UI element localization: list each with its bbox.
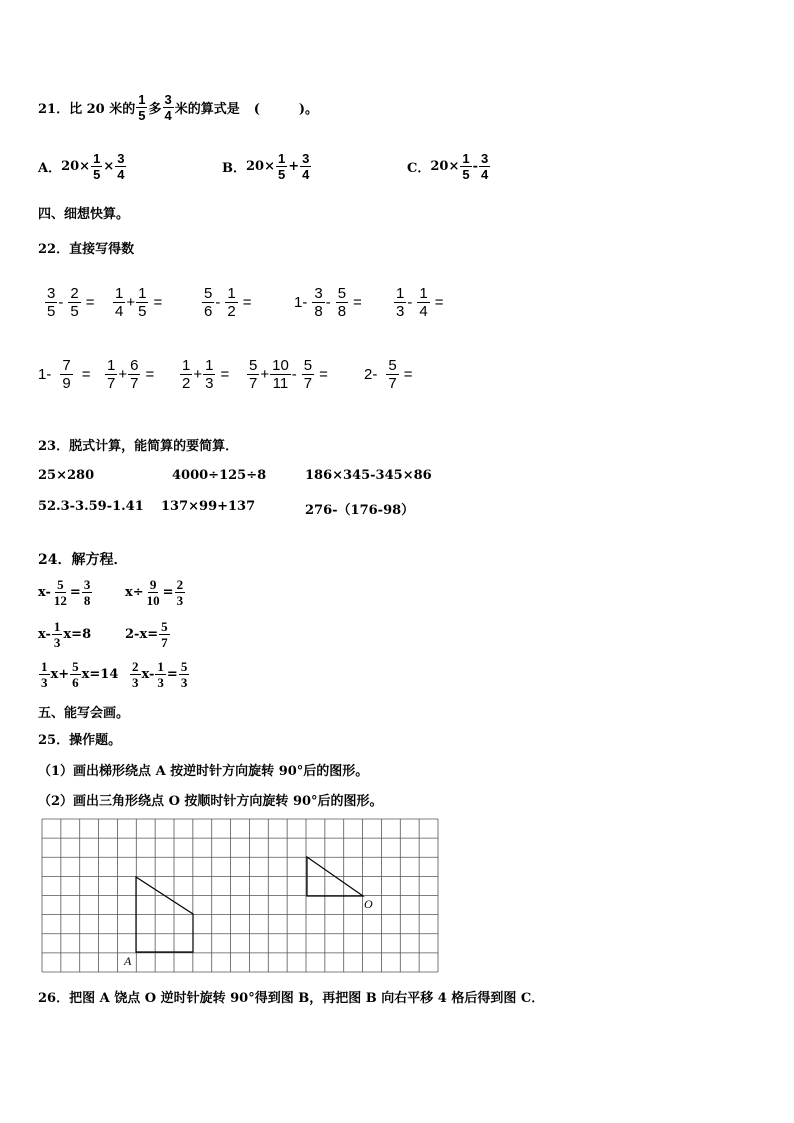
q26-text: 26．把图 A 饶点 O 逆时针旋转 90°得到图 B，再把图 B 向右平移 4 格后得到图 C． [38,991,545,1006]
q21-option-b[interactable]: B． 20× $\frac{1}{5}$ + $\frac{3}{4}$ [222,151,310,182]
q25-sub-1: （1）画出梯形绕点 A 按逆时针方向旋转 90°后的图形。 [38,764,369,779]
q24-title: 24．解方程． [38,552,128,568]
q23-title: 23．脱式计算，能简算的要简算． [38,439,239,454]
q23-item-2: 4000÷125÷8 [172,468,267,483]
q23-item-3: 186×345-345×86 [305,468,432,483]
q22-item-4: 1- $\frac{3}{8}$ - $\frac{5}{8}$ = [294,285,362,320]
q22-item-7: $\frac{1}{7}$ + $\frac{6}{7}$ = [107,357,155,392]
point-a-label: A [124,954,132,968]
q23-item-1: 25×280 [38,468,95,483]
q22-item-10: 2- $\frac{5}{7}$ = [364,357,413,392]
q22-item-2: $\frac{1}{4}$ + $\frac{1}{5}$ = [115,285,163,320]
grid-lines [42,819,438,972]
q25-title: 25．操作题。 [38,733,122,748]
q22-title: 22．直接写得数 [38,242,135,257]
q21-frac1: $\frac{1}{5}$ [138,92,146,123]
section-5-heading: 五、能写会画。 [38,706,130,721]
q23-item-6: 276-（176-98） [305,503,415,518]
q24-eq-3: x- $\frac{1}{3}$ x=8 [38,619,92,650]
q22-item-8: $\frac{1}{2}$ + $\frac{1}{3}$ = [182,357,230,392]
q22-item-1: $\frac{3}{5}$ - $\frac{2}{5}$ = [47,285,95,320]
q24-eq-5: $\frac{1}{3}$ x+ $\frac{5}{6}$ x=14 [41,659,119,690]
q24-eq-4: 2-x= $\frac{5}{7}$ [125,619,168,650]
q24-eq-6: $\frac{2}{3}$ x- $\frac{1}{3}$ = $\frac{5}{3}$ [132,659,188,690]
q22-item-3: $\frac{5}{6}$ - $\frac{1}{2}$ = [204,285,252,320]
answer-blank[interactable]: ( )。 [253,102,319,117]
q23-item-4: 52.3-3.59-1.41 [38,499,144,514]
q21-option-c[interactable]: C． 20× $\frac{1}{5}$ - $\frac{3}{4}$ [407,151,489,182]
point-o-label: O [364,897,373,911]
q21-frac2: $\frac{3}{4}$ [164,92,172,123]
section-4-heading: 四、细想快算。 [38,207,130,222]
q22-item-5: $\frac{1}{3}$ - $\frac{1}{4}$ = [396,285,444,320]
q22-item-6: 1- $\frac{7}{9}$ = [38,357,91,392]
q25-sub-2: （2）画出三角形绕点 O 按顺时针方向旋转 90°后的图形。 [38,794,383,809]
q24-eq-2: x÷ $\frac{9}{10}$ = $\frac{2}{3}$ [125,577,184,608]
q21-option-a[interactable]: A． 20× $\frac{1}{5}$ × $\frac{3}{4}$ [38,151,125,182]
q22-item-9: $\frac{5}{7}$ + $\frac{10}{11}$ - $\frac{5}{7}$ = [249,357,328,392]
q23-item-5: 137×99+137 [161,499,256,514]
rotation-grid-figure [41,818,439,973]
q21-stem: 21． 比 20 米的 $\frac{1}{5}$ 多 $\frac{3}{4}$ 米的算式是 ( )。 [38,92,319,123]
q24-eq-1: x- $\frac{5}{12}$ = $\frac{3}{8}$ [38,577,91,608]
